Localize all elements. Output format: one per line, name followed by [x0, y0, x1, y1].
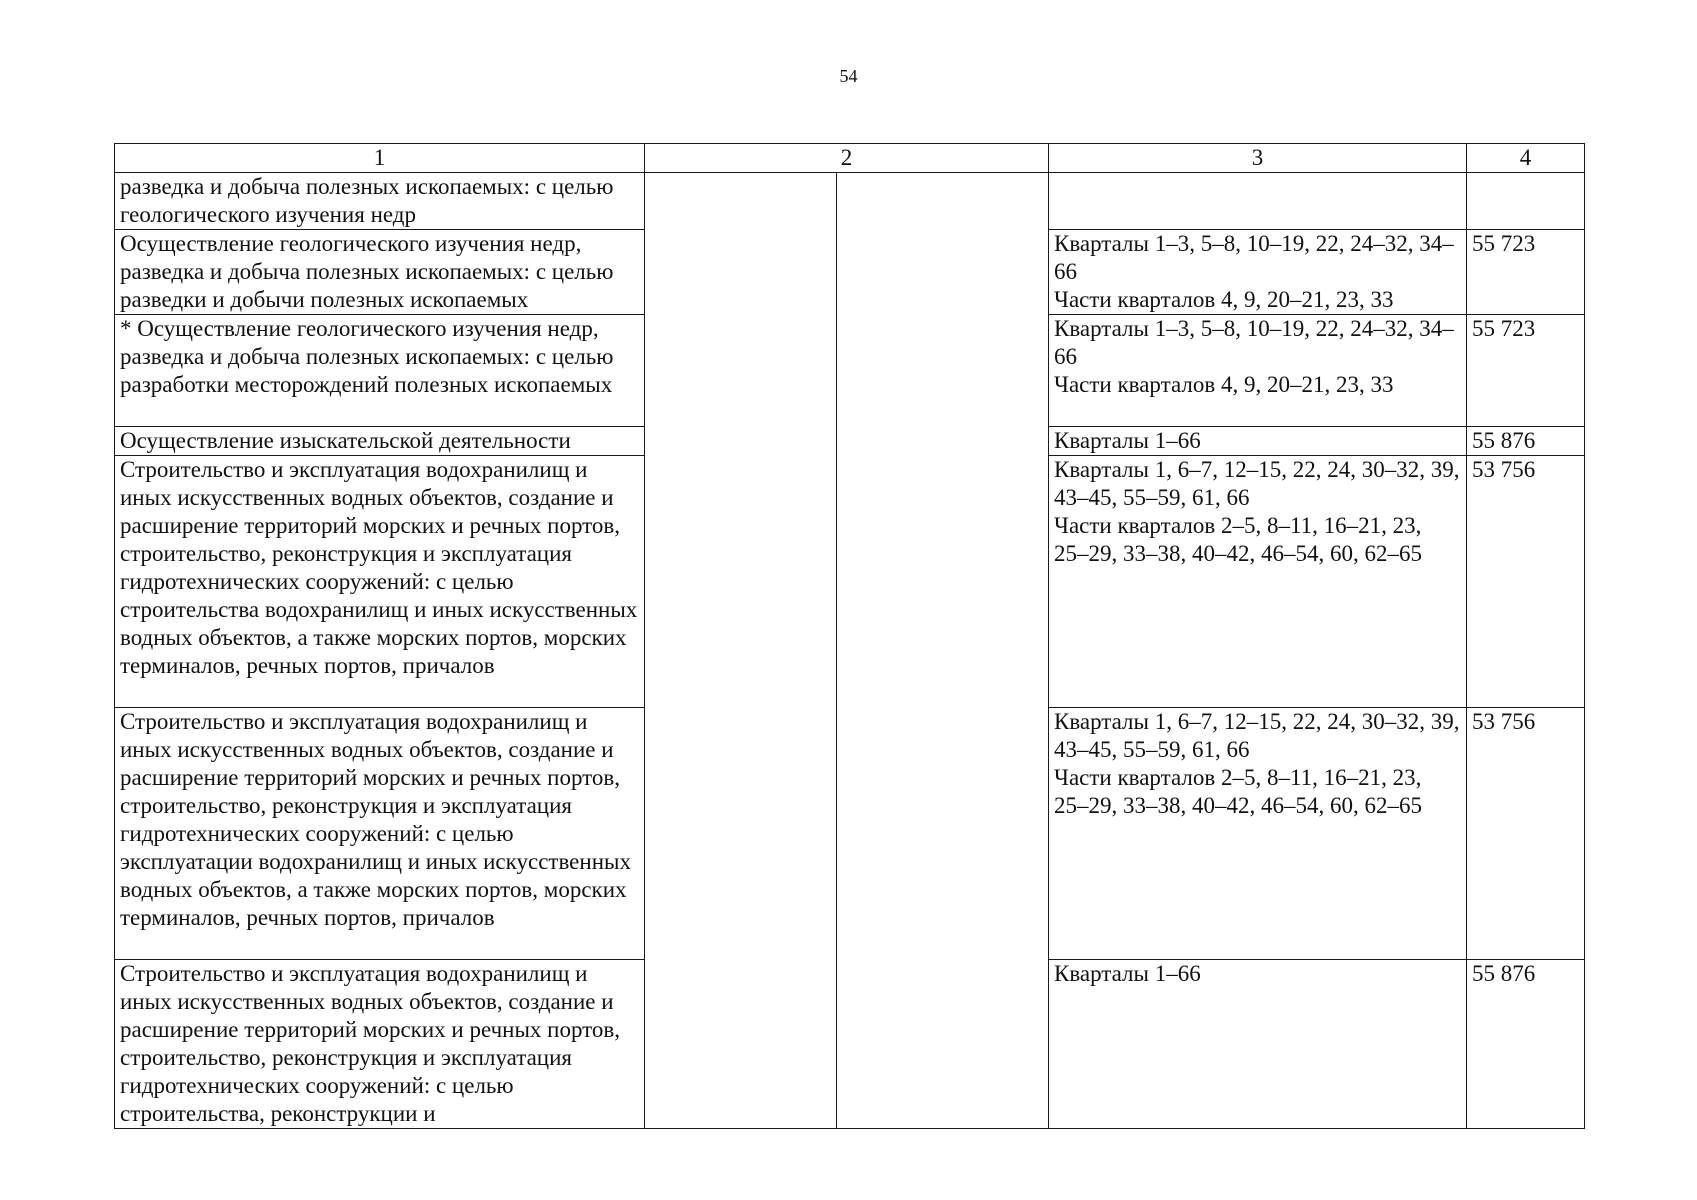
code-cell: 55 723 — [1467, 230, 1585, 315]
code-cell: 53 756 — [1467, 456, 1585, 708]
quarters-cell: Кварталы 1–66 — [1049, 427, 1467, 456]
page-number: 54 — [839, 66, 858, 86]
activity-cell: Строительство и эксплуатация водохранилищ и иных искусственных водных объектов, создание и расширение территорий морских и речных портов, строительство, реконструкция и эксплуатация гидротехнических сооружений: с целью строительства, реконструкции и — [115, 960, 645, 1129]
code-cell: 55 876 — [1467, 427, 1585, 456]
quarters-cell: Кварталы 1, 6–7, 12–15, 22, 24, 30–32, 39, 43–45, 55–59, 61, 66 Части кварталов 2–5, 8–11, 16–21, 23, 25–29, 33–38, 40–42, 46–54, 60, 62–65 — [1049, 456, 1467, 708]
quarters-cell — [1049, 173, 1467, 230]
land-use-table — [114, 143, 1585, 1129]
header-col-2: 2 — [645, 144, 1049, 173]
table-row — [115, 173, 1585, 230]
column-2-right-cell — [837, 173, 1049, 1129]
activity-cell: * Осуществление геологического изучения недр, разведка и добыча полезных ископаемых: с целью разработки месторождений полезных ископаемых — [115, 315, 645, 427]
activity-cell: Строительство и эксплуатация водохранилищ и иных искусственных водных объектов, создание и расширение территорий морских и речных портов, строительство, реконструкция и эксплуатация гидротехнических сооружений: с целью эксплуатации водохранилищ и иных искусственных водных объектов, а также морских портов, морских терминалов, речных портов, причалов — [115, 708, 645, 960]
header-col-1: 1 — [115, 144, 645, 173]
activity-cell: Строительство и эксплуатация водохранилищ и иных искусственных водных объектов, создание и расширение территорий морских и речных портов, строительство, реконструкция и эксплуатация гидротехнических сооружений: с целью строительства водохранилищ и иных искусственных водных объектов, а также морских портов, морских терминалов, речных портов, причалов — [115, 456, 645, 708]
quarters-cell: Кварталы 1–3, 5–8, 10–19, 22, 24–32, 34–66 Части кварталов 4, 9, 20–21, 23, 33 — [1049, 230, 1467, 315]
column-2-left-cell — [645, 173, 837, 1129]
activity-cell: разведка и добыча полезных ископаемых: с целью геологического изучения недр — [115, 173, 645, 230]
code-cell — [1467, 173, 1585, 230]
code-cell: 55 876 — [1467, 960, 1585, 1129]
header-col-4: 4 — [1467, 144, 1585, 173]
header-col-3: 3 — [1049, 144, 1467, 173]
activity-cell: Осуществление геологического изучения недр, разведка и добыча полезных ископаемых: с целью разведки и добычи полезных ископаемых — [115, 230, 645, 315]
activity-cell: Осуществление изыскательской деятельности — [115, 427, 645, 456]
code-cell: 55 723 — [1467, 315, 1585, 427]
quarters-cell: Кварталы 1–66 — [1049, 960, 1467, 1129]
table-header-row — [115, 144, 1585, 173]
code-cell: 53 756 — [1467, 708, 1585, 960]
quarters-cell: Кварталы 1–3, 5–8, 10–19, 22, 24–32, 34–66 Части кварталов 4, 9, 20–21, 23, 33 — [1049, 315, 1467, 427]
quarters-cell: Кварталы 1, 6–7, 12–15, 22, 24, 30–32, 39, 43–45, 55–59, 61, 66 Части кварталов 2–5, 8–11, 16–21, 23, 25–29, 33–38, 40–42, 46–54, 60, 62–65 — [1049, 708, 1467, 960]
